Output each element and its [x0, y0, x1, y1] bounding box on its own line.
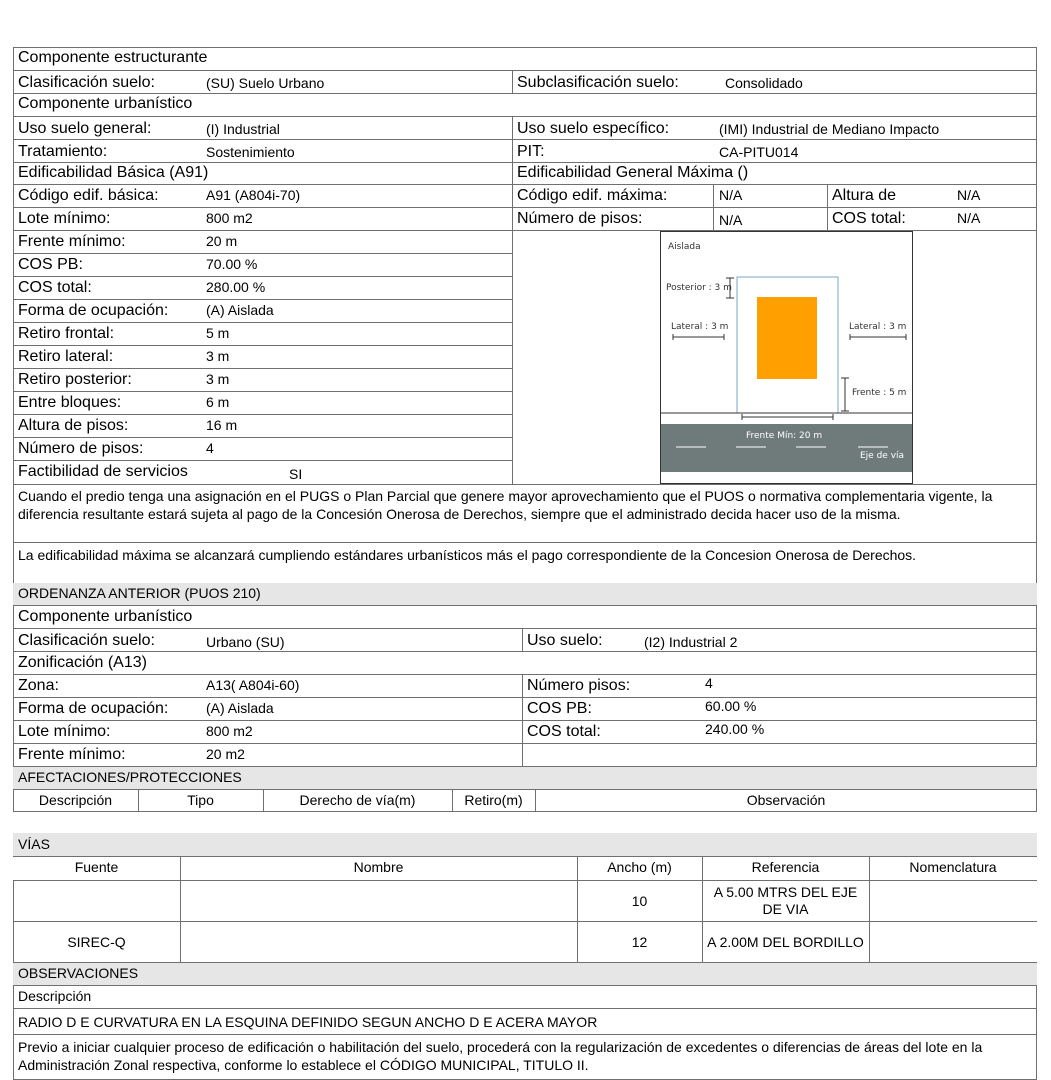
basica-label: Retiro lateral: — [18, 348, 114, 365]
basica-value: 3 m — [206, 348, 230, 364]
observacion-2: Previo a iniciar cualquier proceso de edificación o habilitación del suelo, procederá con la regularización de excedentes o diferencias de áreas del lote en la Administración Zonal respectiva, conforme lo establece el CÓDIGO MUNICIPAL, TITULO II. — [18, 1039, 983, 1073]
basica-value: A91 (A804i-70) — [206, 187, 301, 203]
anterior-clasificacion-value: Urbano (SU) — [206, 634, 285, 650]
anterior-right-label: COS PB: — [527, 700, 592, 717]
basica-label: Forma de ocupación: — [18, 302, 169, 319]
anterior-left-value: 800 m2 — [206, 723, 253, 739]
observacion-1: RADIO D E CURVATURA EN LA ESQUINA DEFINIDO SEGUN ANCHO D E ACERA MAYOR — [18, 1014, 598, 1030]
afectaciones-col-header: Retiro(m) — [464, 792, 523, 808]
subclasificacion-value: Consolidado — [725, 75, 803, 91]
anterior-left-value: A13( A804i-60) — [206, 677, 300, 693]
anterior-uso-value: (I2) Industrial 2 — [644, 634, 738, 650]
vias-col-header: Nombre — [353, 859, 404, 875]
observaciones-desc-label: Descripción — [18, 988, 92, 1004]
diagram-lateral-left-label: Lateral : 3 m — [671, 322, 729, 332]
afectaciones-header: AFECTACIONES/PROTECCIONES — [18, 769, 242, 785]
urbanistico-title: Componente urbanístico — [18, 95, 193, 112]
vias-col-divider — [869, 856, 870, 881]
vias-col-divider — [869, 921, 870, 963]
estructurante-title: Componente estructurante — [18, 49, 208, 66]
basica-value: SI — [289, 466, 303, 482]
basica-label: Factibilidad de servicios — [18, 463, 188, 480]
anterior-right-row — [522, 743, 1037, 767]
afectaciones-col-header: Descripción — [38, 792, 113, 808]
zonificacion-title: Zonificación (A13) — [18, 654, 147, 671]
anterior-clasificacion-label: Clasificación suelo: — [18, 632, 155, 649]
cos-maxima-value: N/A — [957, 210, 981, 226]
clasificacion-value: (SU) Suelo Urbano — [206, 75, 325, 91]
vias-header: VÍAS — [18, 836, 50, 852]
vias-col-divider — [577, 856, 578, 881]
vias-col-divider — [869, 880, 870, 922]
anterior-left-label: Frente mínimo: — [18, 746, 126, 763]
basica-value: 16 m — [206, 417, 238, 433]
uso-especifico-label: Uso suelo específico: — [517, 120, 670, 137]
pit-label: PIT: — [517, 143, 545, 160]
basica-value: 4 — [206, 440, 214, 456]
uso-general-label: Uso suelo general: — [18, 120, 152, 137]
vias-col-divider — [577, 921, 578, 963]
diagram-posterior-label: Posterior : 3 m — [666, 283, 732, 293]
afectaciones-col-header: Derecho de vía(m) — [299, 792, 416, 808]
basica-label: Frente mínimo: — [18, 233, 126, 250]
uso-especifico-value: (IMI) Industrial de Mediano Impacto — [719, 121, 940, 137]
anterior-left-value: (A) Aislada — [206, 700, 274, 716]
observaciones-header: OBSERVACIONES — [18, 965, 139, 981]
anterior-right-row — [522, 697, 1037, 721]
occupation-diagram — [660, 231, 914, 485]
vias-col-header: Fuente — [74, 859, 119, 875]
basica-label: Entre bloques: — [18, 394, 122, 411]
tratamiento-label: Tratamiento: — [18, 143, 108, 160]
anterior-componente: Componente urbanístico — [18, 608, 193, 625]
vias-col-divider — [577, 880, 578, 922]
basica-label: Código edif. básica: — [18, 187, 159, 204]
subclasificacion-label: Subclasificación suelo: — [517, 74, 679, 91]
vias-col-header: Referencia — [751, 859, 820, 875]
maxima-title: Edificabilidad General Máxima () — [517, 164, 749, 181]
vias-cell: A 2.00M DEL BORDILLO — [707, 933, 864, 950]
anterior-left-label: Lote mínimo: — [18, 723, 111, 740]
anterior-left-value: 20 m2 — [206, 746, 245, 762]
anterior-header: ORDENANZA ANTERIOR (PUOS 210) — [18, 585, 261, 601]
basica-value: 280.00 % — [206, 279, 266, 295]
vias-col-divider — [180, 921, 181, 963]
basica-value: (A) Aislada — [206, 302, 274, 318]
vias-cell — [873, 924, 1033, 960]
vias-col-header: Ancho (m) — [607, 859, 672, 875]
vias-col-divider — [180, 856, 181, 881]
anterior-right-value: 4 — [705, 675, 713, 691]
tratamiento-value: Sostenimiento — [206, 144, 295, 160]
vias-header-bg — [13, 834, 1037, 856]
anterior-right-label: COS total: — [527, 723, 601, 740]
anterior-right-label: Número pisos: — [527, 677, 631, 694]
basica-label: Lote mínimo: — [18, 210, 111, 227]
basica-value: 3 m — [206, 371, 230, 387]
note-1: Cuando el predio tenga una asignación en el PUGS o Plan Parcial que genere mayor aprovechamiento que el PUOS o normativa complementaria vigente, la diferencia resultante estará sujeta al pago de la Concesión Onerosa de Derechos, siempre que el administrado decida hacer uso de la misma. — [18, 488, 993, 522]
observaciones-header-bg — [13, 963, 1037, 985]
vias-col-divider — [702, 880, 703, 922]
maxima-divider-2 — [827, 184, 828, 231]
afectaciones-col-header: Tipo — [187, 792, 214, 808]
diagram-frente-label: Frente : 5 m — [852, 388, 907, 398]
vias-cell — [873, 883, 1033, 919]
vias-cell: 12 — [631, 933, 648, 950]
basica-label: COS PB: — [18, 256, 83, 273]
observaciones-desc-row — [13, 985, 1037, 1009]
uso-general-value: (I) Industrial — [206, 121, 280, 137]
anterior-right-value: 240.00 % — [705, 721, 765, 737]
vias-cell: A 5.00 MTRS DEL EJE DE VIA — [713, 884, 858, 917]
basica-value: 6 m — [206, 394, 230, 410]
vias-cell — [17, 883, 176, 919]
basica-label: Retiro frontal: — [18, 325, 115, 342]
zonificacion-row — [13, 651, 1037, 675]
vias-cell — [184, 883, 573, 919]
codigo-maxima-value: N/A — [719, 187, 743, 203]
codigo-maxima-label: Código edif. máxima: — [517, 187, 668, 204]
vias-cell — [184, 924, 573, 960]
vias-cell: SIREC-Q — [67, 933, 126, 950]
clasificacion-label: Clasificación suelo: — [18, 74, 155, 91]
altura-maxima-value: N/A — [957, 187, 981, 203]
pisos-maxima-label: Número de pisos: — [517, 210, 643, 227]
pisos-maxima-value: N/A — [719, 212, 743, 228]
basica-value: 5 m — [206, 325, 230, 341]
afectaciones-col-header: Observación — [746, 792, 826, 808]
basica-label: Altura de pisos: — [18, 417, 129, 434]
diagram-lateral-right-label: Lateral : 3 m — [849, 322, 907, 332]
anterior-left-label: Zona: — [18, 677, 59, 694]
vias-col-divider — [180, 880, 181, 922]
basica-row — [13, 253, 513, 277]
basica-label: COS total: — [18, 279, 92, 296]
anterior-right-value: 60.00 % — [705, 698, 757, 714]
basica-value: 800 m2 — [206, 210, 253, 226]
basica-label: Retiro posterior: — [18, 371, 132, 388]
vias-cell: 10 — [631, 892, 648, 909]
vias-col-header: Nomenclatura — [909, 859, 997, 875]
basica-value: 20 m — [206, 233, 238, 249]
diagram-frente-min-label: Frente Mín: 20 m — [746, 431, 823, 441]
cos-maxima-label: COS total: — [832, 210, 906, 227]
anterior-left-label: Forma de ocupación: — [18, 700, 169, 717]
altura-maxima-label: Altura de — [832, 187, 897, 204]
basica-label: Número de pisos: — [18, 440, 144, 457]
basica-title: Edificabilidad Básica (A91) — [18, 164, 209, 181]
basica-value: 70.00 % — [206, 256, 258, 272]
diagram-building — [757, 297, 817, 379]
pit-value: CA-PITU014 — [719, 144, 799, 160]
diagram-eje-label: Eje de vía — [860, 451, 905, 461]
vias-col-divider — [702, 856, 703, 881]
anterior-uso-label: Uso suelo: — [527, 632, 603, 649]
diagram-aislada-label: Aislada — [668, 242, 701, 252]
maxima-divider-1 — [713, 184, 714, 231]
note-2: La edificabilidad máxima se alcanzará cumpliendo estándares urbanísticos más el pago correspondiente de la Concesion Onerosa de Derechos. — [18, 547, 917, 563]
vias-col-divider — [702, 921, 703, 963]
